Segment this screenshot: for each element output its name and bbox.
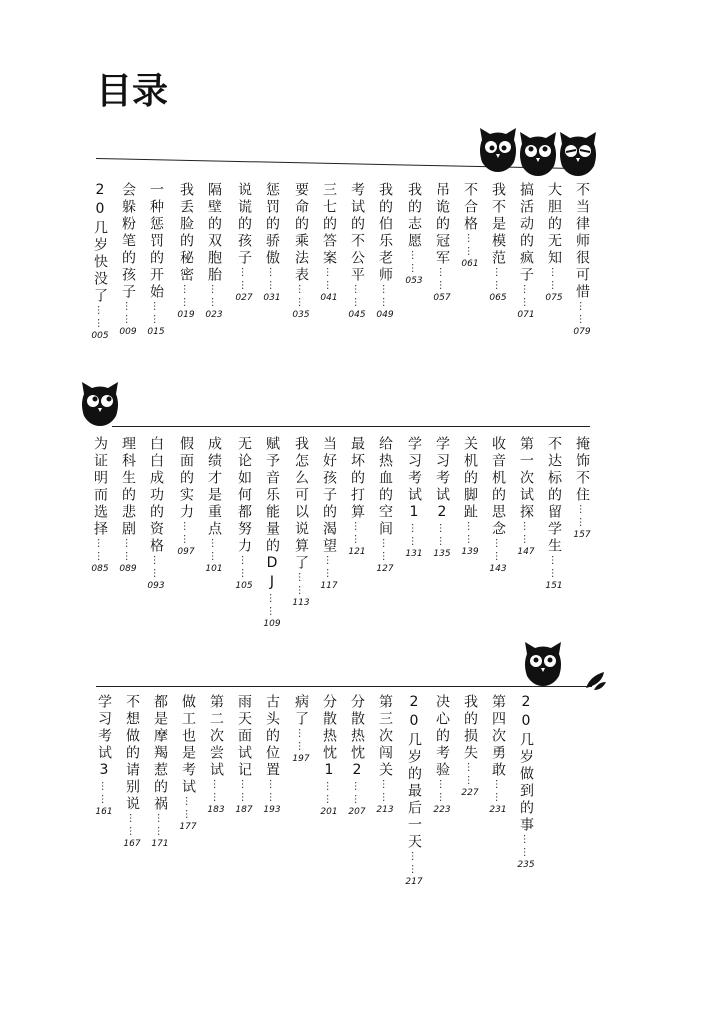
toc-entry[interactable]: [403, 182, 425, 286]
toc-leader-dots: ……: [352, 284, 363, 310]
toc-entry[interactable]: [89, 436, 111, 574]
toc-page-number: 019: [177, 310, 195, 320]
toc-page-number: 075: [545, 293, 563, 303]
toc-entry-title: 会躲粉笔的孩子: [120, 182, 136, 301]
toc-entry-title: 第四次勇敢: [490, 694, 506, 779]
owl-icon: [518, 130, 558, 176]
toc-entry-title: 古头的位置: [264, 694, 280, 779]
toc-entry-title: 20几岁的最后一天: [406, 694, 422, 851]
divider-line: [112, 426, 590, 427]
toc-entry[interactable]: [233, 436, 255, 591]
toc-entry[interactable]: [203, 436, 225, 574]
toc-entry[interactable]: [89, 182, 111, 341]
toc-page-number: 065: [489, 293, 507, 303]
toc-entry[interactable]: [515, 694, 537, 870]
toc-entry-title: 我的损失: [462, 694, 478, 762]
toc-page-number: 105: [235, 581, 253, 591]
toc-leader-dots: ……: [267, 267, 278, 293]
toc-leader-dots: ……: [324, 267, 335, 293]
toc-leader-dots: ……: [183, 796, 194, 822]
toc-entry-title: 一种惩罚的开始: [148, 182, 164, 301]
toc-entry[interactable]: [374, 694, 396, 815]
toc-page-number: 071: [517, 310, 535, 320]
toc-leader-dots: ……: [409, 523, 420, 549]
toc-entry-title: 不当律师很可惜: [574, 182, 590, 301]
toc-entry[interactable]: [121, 694, 143, 849]
toc-leader-dots: ……: [151, 555, 162, 581]
toc-entry-title: 不想做的请别说: [124, 694, 140, 813]
toc-page-number: 193: [263, 805, 281, 815]
toc-page-number: 213: [376, 805, 394, 815]
toc-page-number: 183: [207, 805, 225, 815]
toc-entry[interactable]: [233, 694, 255, 815]
toc-leader-dots: ……: [95, 305, 106, 331]
toc-entry-title: 三七的答案: [321, 182, 337, 267]
toc-page-number: 147: [517, 547, 535, 557]
toc-entry-title: 学习考试1: [406, 436, 422, 523]
toc-leader-dots: ……: [577, 504, 588, 530]
toc-leader-dots: ……: [181, 284, 192, 310]
toc-entry[interactable]: [233, 182, 255, 303]
toc-leader-dots: ……: [521, 521, 532, 547]
toc-leader-dots: ……: [380, 284, 391, 310]
toc-leader-dots: ……: [155, 813, 166, 839]
toc-entry[interactable]: [374, 436, 396, 574]
toc-entry-title: 我不是模范: [490, 182, 506, 267]
toc-leader-dots: ……: [211, 779, 222, 805]
toc-entry-title: 我怎么可以说算了: [293, 436, 309, 572]
toc-leader-dots: ……: [95, 538, 106, 564]
toc-leader-dots: ……: [151, 301, 162, 327]
toc-page-number: 093: [147, 581, 165, 591]
toc-leader-dots: ……: [521, 284, 532, 310]
toc-entry[interactable]: [290, 436, 312, 608]
toc-entry-title: 当好孩子的渴望: [321, 436, 337, 555]
toc-entry-title: 做工也是考试: [180, 694, 196, 796]
toc-leader-dots: ……: [465, 233, 476, 259]
toc-entry[interactable]: [346, 694, 368, 817]
toc-entry-title: 雨天面试记: [236, 694, 252, 779]
toc-page-number: 023: [205, 310, 223, 320]
leaf-icon: [584, 668, 608, 692]
toc-entry[interactable]: [175, 436, 197, 557]
toc-entry-title: 第一次试探: [518, 436, 534, 521]
toc-leader-dots: ……: [239, 555, 250, 581]
toc-leader-dots: ……: [465, 521, 476, 547]
toc-leader-dots: ……: [549, 267, 560, 293]
toc-entry-title: 第二次尝试: [208, 694, 224, 779]
toc-entry-title: 搞活动的疯子: [518, 182, 534, 284]
toc-leader-dots: ……: [127, 813, 138, 839]
toc-entry[interactable]: [261, 694, 283, 815]
toc-page-number: 161: [95, 807, 113, 817]
toc-entry[interactable]: [431, 436, 453, 559]
toc-leader-dots: ……: [239, 779, 250, 805]
toc-entry-title: 病了: [293, 694, 309, 728]
toc-entry[interactable]: [290, 694, 312, 764]
toc-entry-title: 吊诡的冠军: [434, 182, 450, 267]
toc-entry[interactable]: [459, 694, 481, 798]
toc-entry-title: 考试的不公平: [349, 182, 365, 284]
toc-leader-dots: ……: [296, 284, 307, 310]
toc-entry-title: 20几岁快没了: [92, 182, 108, 305]
toc-page-number: 035: [292, 310, 310, 320]
toc-leader-dots: ……: [493, 538, 504, 564]
toc-leader-dots: ……: [239, 267, 250, 293]
toc-page-number: 015: [147, 327, 165, 337]
toc-entry-title: 给热血的空间: [377, 436, 393, 538]
toc-leader-dots: ……: [267, 593, 278, 619]
toc-entry-title: 学习考试3: [96, 694, 112, 781]
toc-entry[interactable]: [459, 182, 481, 269]
toc-page-number: 053: [405, 276, 423, 286]
toc-entry[interactable]: [487, 182, 509, 303]
toc-entry[interactable]: [145, 182, 167, 337]
toc-entry[interactable]: [571, 182, 593, 337]
toc-entry[interactable]: [149, 694, 171, 849]
toc-page-number: 135: [433, 549, 451, 559]
toc-page-number: 157: [573, 530, 591, 540]
toc-page-number: 223: [433, 805, 451, 815]
toc-leader-dots: ……: [465, 762, 476, 788]
toc-entry[interactable]: [203, 182, 225, 320]
toc-entry-title: 学习考试2: [434, 436, 450, 523]
toc-leader-dots: ……: [493, 779, 504, 805]
toc-leader-dots: ……: [352, 521, 363, 547]
toc-page-number: 167: [123, 839, 141, 849]
divider-line: [96, 686, 592, 687]
toc-leader-dots: ……: [181, 521, 192, 547]
toc-entry-title: 分散热忱1: [321, 694, 337, 781]
toc-leader-dots: ……: [324, 781, 335, 807]
toc-leader-dots: ……: [521, 834, 532, 860]
page-title: 目录: [96, 71, 169, 112]
toc-entry[interactable]: [346, 436, 368, 557]
toc-entry[interactable]: [205, 694, 227, 815]
toc-page-number: 109: [263, 619, 281, 629]
toc-entry-title: 赋予音乐能量的DJ: [264, 436, 280, 593]
toc-entry-title: 关机的脚趾: [462, 436, 478, 521]
toc-leader-dots: ……: [209, 284, 220, 310]
toc-page-number: 187: [235, 805, 253, 815]
toc-entry-title: 分散热忱2: [349, 694, 365, 781]
toc-entry[interactable]: [117, 436, 139, 574]
toc-entry-title: 最坏的打算: [349, 436, 365, 521]
toc-leader-dots: ……: [380, 779, 391, 805]
toc-leader-dots: ……: [267, 779, 278, 805]
toc-page-number: 121: [348, 547, 366, 557]
toc-page-number: 031: [263, 293, 281, 303]
toc-page-number: 117: [320, 581, 338, 591]
toc-page-number: 139: [461, 547, 479, 557]
toc-leader-dots: ……: [409, 250, 420, 276]
toc-entry-title: 惩罚的骄傲: [264, 182, 280, 267]
toc-page-number: 045: [348, 310, 366, 320]
toc-leader-dots: ……: [380, 538, 391, 564]
toc-entry[interactable]: [431, 182, 453, 303]
toc-page-number: 113: [292, 598, 310, 608]
toc-entry-title: 不合格: [462, 182, 478, 233]
toc-entry-title: 假面的实力: [178, 436, 194, 521]
toc-leader-dots: ……: [99, 781, 110, 807]
toc-entry-title: 第三次闯关: [377, 694, 393, 779]
toc-leader-dots: ……: [437, 523, 448, 549]
toc-leader-dots: ……: [437, 779, 448, 805]
toc-leader-dots: ……: [123, 301, 134, 327]
toc-entry-title: 掩饰不住: [574, 436, 590, 504]
toc-page-number: 085: [91, 564, 109, 574]
toc-leader-dots: ……: [409, 851, 420, 877]
toc-entry-title: 决心的考验: [434, 694, 450, 779]
toc-entry-title: 我丢脸的秘密: [178, 182, 194, 284]
toc-entry[interactable]: [515, 436, 537, 557]
toc-entry[interactable]: [515, 182, 537, 320]
toc-entry[interactable]: [374, 182, 396, 320]
toc-leader-dots: ……: [209, 538, 220, 564]
owl-icon: [80, 380, 120, 426]
toc-entry-title: 为证明而选择: [92, 436, 108, 538]
toc-entry[interactable]: [93, 694, 115, 817]
toc-entry[interactable]: [290, 182, 312, 320]
toc-leader-dots: ……: [493, 267, 504, 293]
toc-page-number: 089: [119, 564, 137, 574]
toc-page-number: 027: [235, 293, 253, 303]
owl-icon: [523, 640, 563, 686]
toc-entry-title: 大胆的无知: [546, 182, 562, 267]
toc-page-number: 009: [119, 327, 137, 337]
toc-page-number: 201: [320, 807, 338, 817]
toc-entry-title: 都是摩羯惹的祸: [152, 694, 168, 813]
toc-page-number: 049: [376, 310, 394, 320]
toc-page-number: 207: [348, 807, 366, 817]
toc-entry-title: 我的志愿: [406, 182, 422, 250]
toc-entry-title: 收音机的思念: [490, 436, 506, 538]
toc-entry-title: 说谎的孩子: [236, 182, 252, 267]
toc-entry[interactable]: [543, 436, 565, 591]
toc-page-number: 131: [405, 549, 423, 559]
toc-entry[interactable]: [487, 436, 509, 574]
toc-entry-title: 不达标的留学生: [546, 436, 562, 555]
toc-entry-title: 无论如何都努力: [236, 436, 252, 555]
owl-icon: [478, 126, 518, 172]
toc-entry[interactable]: [177, 694, 199, 832]
toc-entry-title: 隔壁的双胞胎: [206, 182, 222, 284]
toc-entry[interactable]: [543, 182, 565, 303]
toc-page-number: 235: [517, 860, 535, 870]
toc-page-number: 057: [433, 293, 451, 303]
toc-entry-title: 20几岁做到的事: [518, 694, 534, 834]
toc-page-number: 227: [461, 788, 479, 798]
owl-icon: [558, 130, 598, 176]
toc-entry-title: 我的伯乐老师: [377, 182, 393, 284]
toc-page-number: 041: [320, 293, 338, 303]
toc-page-number: 143: [489, 564, 507, 574]
toc-entry[interactable]: [318, 694, 340, 817]
toc-leader-dots: ……: [123, 538, 134, 564]
toc-entry[interactable]: [261, 436, 283, 629]
toc-page-number: 005: [91, 331, 109, 341]
toc-page-number: 061: [461, 259, 479, 269]
toc-entry[interactable]: [431, 694, 453, 815]
toc-entry[interactable]: [403, 694, 425, 887]
toc-page-number: 127: [376, 564, 394, 574]
toc-page-number: 079: [573, 327, 591, 337]
toc-entry[interactable]: [145, 436, 167, 591]
toc-page-number: 217: [405, 877, 423, 887]
toc-page-number: 101: [205, 564, 223, 574]
toc-leader-dots: ……: [549, 555, 560, 581]
toc-entry[interactable]: [403, 436, 425, 559]
toc-page-number: 097: [177, 547, 195, 557]
toc-entry[interactable]: [318, 436, 340, 591]
toc-entry[interactable]: [346, 182, 368, 320]
toc-leader-dots: ……: [437, 267, 448, 293]
toc-leader-dots: ……: [577, 301, 588, 327]
toc-entry-title: 白白成功的资格: [148, 436, 164, 555]
toc-leader-dots: ……: [296, 572, 307, 598]
toc-entry[interactable]: [487, 694, 509, 815]
toc-leader-dots: ……: [296, 728, 307, 754]
toc-leader-dots: ……: [324, 555, 335, 581]
toc-leader-dots: ……: [352, 781, 363, 807]
toc-entry[interactable]: [117, 182, 139, 337]
toc-entry-title: 要命的乘法表: [293, 182, 309, 284]
toc-page-number: 231: [489, 805, 507, 815]
toc-entry-title: 成绩才是重点: [206, 436, 222, 538]
toc-entry[interactable]: [318, 182, 340, 303]
toc-page-number: 151: [545, 581, 563, 591]
toc-entry[interactable]: [175, 182, 197, 320]
toc-entry[interactable]: [459, 436, 481, 557]
toc-entry[interactable]: [261, 182, 283, 303]
toc-page-number: 171: [151, 839, 169, 849]
toc-page-number: 197: [292, 754, 310, 764]
toc-entry[interactable]: [571, 436, 593, 540]
toc-page-number: 177: [179, 822, 197, 832]
toc-entry-title: 理科生的悲剧: [120, 436, 136, 538]
